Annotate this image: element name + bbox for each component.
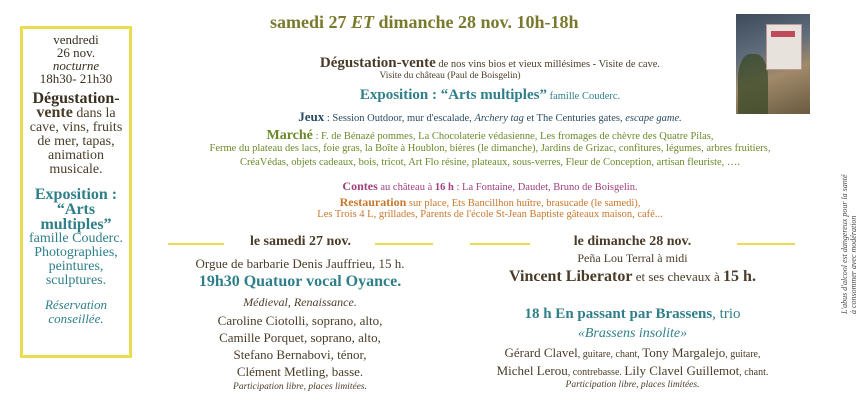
m2b: , contrebasse. <box>567 367 625 378</box>
friday-expo-5: Photographies, <box>34 245 118 260</box>
sat-quatuor: 19h30 Quatuor vocal Oyance. <box>198 273 402 290</box>
m1c: Tony Margalejo <box>642 345 726 360</box>
expo-desc: famille Couderc. <box>546 91 621 102</box>
sat-p4: Clément Metling, basse. <box>236 364 364 379</box>
sun-note: Participation libre, places limitées. <box>565 380 700 390</box>
sun-pena: Peña Lou Terral à midi <box>577 251 688 265</box>
jeux-line <box>150 108 830 126</box>
saturday-heading: le samedi 27 nov. <box>249 234 352 249</box>
resto-desc-1: sur place, Ets Bancillhon huître, brasucade (le samedi), <box>406 198 641 209</box>
degust-title: Dégustation-vente <box>319 55 436 71</box>
sun-vincent-mid: et ses chevaux à <box>632 269 724 284</box>
friday-expo-1: Exposition : <box>34 186 118 203</box>
jeux-italic-2: escape game. <box>625 113 682 124</box>
marche-desc-1: : F. de Bénazé pommes, La Chocolaterie védasienne, Les fromages de chèvre des Quatre Pilas, <box>312 131 714 142</box>
friday-box <box>20 26 132 358</box>
friday-degust-2: vente <box>36 104 73 121</box>
jeux-desc-1: : Session Outdoor, mur d'escalade, <box>324 113 475 124</box>
friday-day: vendredi <box>53 32 99 47</box>
sunday-heading: le dimanche 28 nov. <box>573 234 692 249</box>
sat-note: Participation libre, places limitées. <box>233 382 367 392</box>
friday-expo-3: multiples” <box>40 216 112 233</box>
friday-degust-5: animation <box>48 148 104 163</box>
m2c: Lily Clavel Guillemot <box>624 363 740 378</box>
resto-title: Restauration <box>339 195 407 209</box>
sat-orgue: Orgue de barbarie Denis Jauffrieu, 15 h. <box>195 256 405 271</box>
m2a: Michel Lerou <box>496 363 568 378</box>
friday-res-2: conseillée. <box>48 311 104 326</box>
marche-line-3: CréaVédas, objets cadeaux, bois, tricot, Art Flo résine, plateaux, sous-verres, Fleur de Conception, artisan fleuriste, …. <box>239 157 741 168</box>
friday-expo-6: peintures, <box>48 259 104 274</box>
page-title <box>270 12 579 33</box>
sun-vincent-time: 15 h. <box>723 268 756 285</box>
sun-brassens-sub: «Brassens insolite» <box>577 326 688 341</box>
title-part-1: samedi 27 <box>270 12 351 32</box>
resto-line-2: Les Trois 4 L, grillades, Parents de l'école St-Jean Baptiste gâteaux maison, café... <box>317 209 663 220</box>
sun-vincent-line <box>460 268 805 286</box>
marche-title: Marché <box>266 128 313 143</box>
jeux-title: Jeux <box>298 109 325 124</box>
friday-expo-4: famille Couderc. <box>28 231 124 246</box>
sun-vincent: Vincent Liberator <box>509 268 633 285</box>
sat-p2: Camille Porquet, soprano, alto, <box>219 330 381 345</box>
friday-res-1: Réservation <box>44 297 108 312</box>
friday-expo-7: sculptures. <box>45 273 107 288</box>
friday-date: 26 nov. <box>56 45 96 60</box>
contes-desc: : La Fontaine, Daudet, Bruno de Boisgelin. <box>453 182 638 193</box>
friday-nocturne: nocturne <box>52 58 100 73</box>
contes-time: 16 h <box>434 182 454 193</box>
visite-line: Visite du château (Paul de Boisgelin) <box>379 71 521 81</box>
friday-degust-3: cave, vins, fruits <box>29 120 123 135</box>
alcohol-warning-1: L'abus d'alcool est dangereux pour la santé <box>840 174 849 314</box>
contes-title: Contes <box>342 179 378 193</box>
marche-line-2: Ferme du plateau des lacs, foie gras, la Boîte à Houblon, bières (le dimanche), Jardins de Grizac, confitures, légumes, arbres fruitiers, <box>209 143 771 154</box>
alcohol-warning-2: à consommer avec modération <box>849 215 858 314</box>
title-part-3: dimanche 28 nov. 10h-18h <box>374 12 579 32</box>
friday-degust-1: Dégustation- <box>32 90 120 107</box>
contes-mid: au château à <box>377 182 435 193</box>
friday-expo-2: “Arts <box>56 201 96 218</box>
sat-p3: Stefano Bernabovi, ténor, <box>233 347 367 362</box>
friday-hours: 18h30- 21h30 <box>39 71 113 86</box>
m2d: , chant. <box>739 367 769 378</box>
expo-line <box>150 86 830 104</box>
marche-line-1 <box>150 126 830 144</box>
friday-degust-6: musicale. <box>49 162 103 177</box>
jeux-desc-2: et The Centuries gates, <box>523 113 626 124</box>
sun-brassens-line <box>460 306 805 323</box>
sun-musicians-1 <box>455 345 810 361</box>
title-part-2: ET <box>351 12 375 32</box>
m1b: , guitare, chant, <box>577 349 643 360</box>
degust-line <box>150 54 830 72</box>
sun-brassens-rest: , trio <box>712 306 741 322</box>
friday-degust-2b: dans la <box>76 106 116 121</box>
friday-degust-4: de mer, tapas, <box>37 134 115 149</box>
alcohol-warning <box>840 124 858 314</box>
degust-desc: de nos vins bios et vieux millésimes - Visite de cave. <box>435 59 661 70</box>
m1d: , guitare, <box>725 349 761 360</box>
sun-brassens: 18 h En passant par Brassens <box>524 306 713 322</box>
expo-title: Exposition : “Arts multiples” <box>359 87 547 103</box>
sat-style: Médieval, Renaissance. <box>243 295 357 309</box>
sun-musicians-2 <box>455 363 810 379</box>
m1a: Gérard Clavel <box>504 345 578 360</box>
jeux-italic-1: Archery tag <box>474 113 524 124</box>
sat-p1: Caroline Ciotolli, soprano, alto, <box>217 313 383 328</box>
